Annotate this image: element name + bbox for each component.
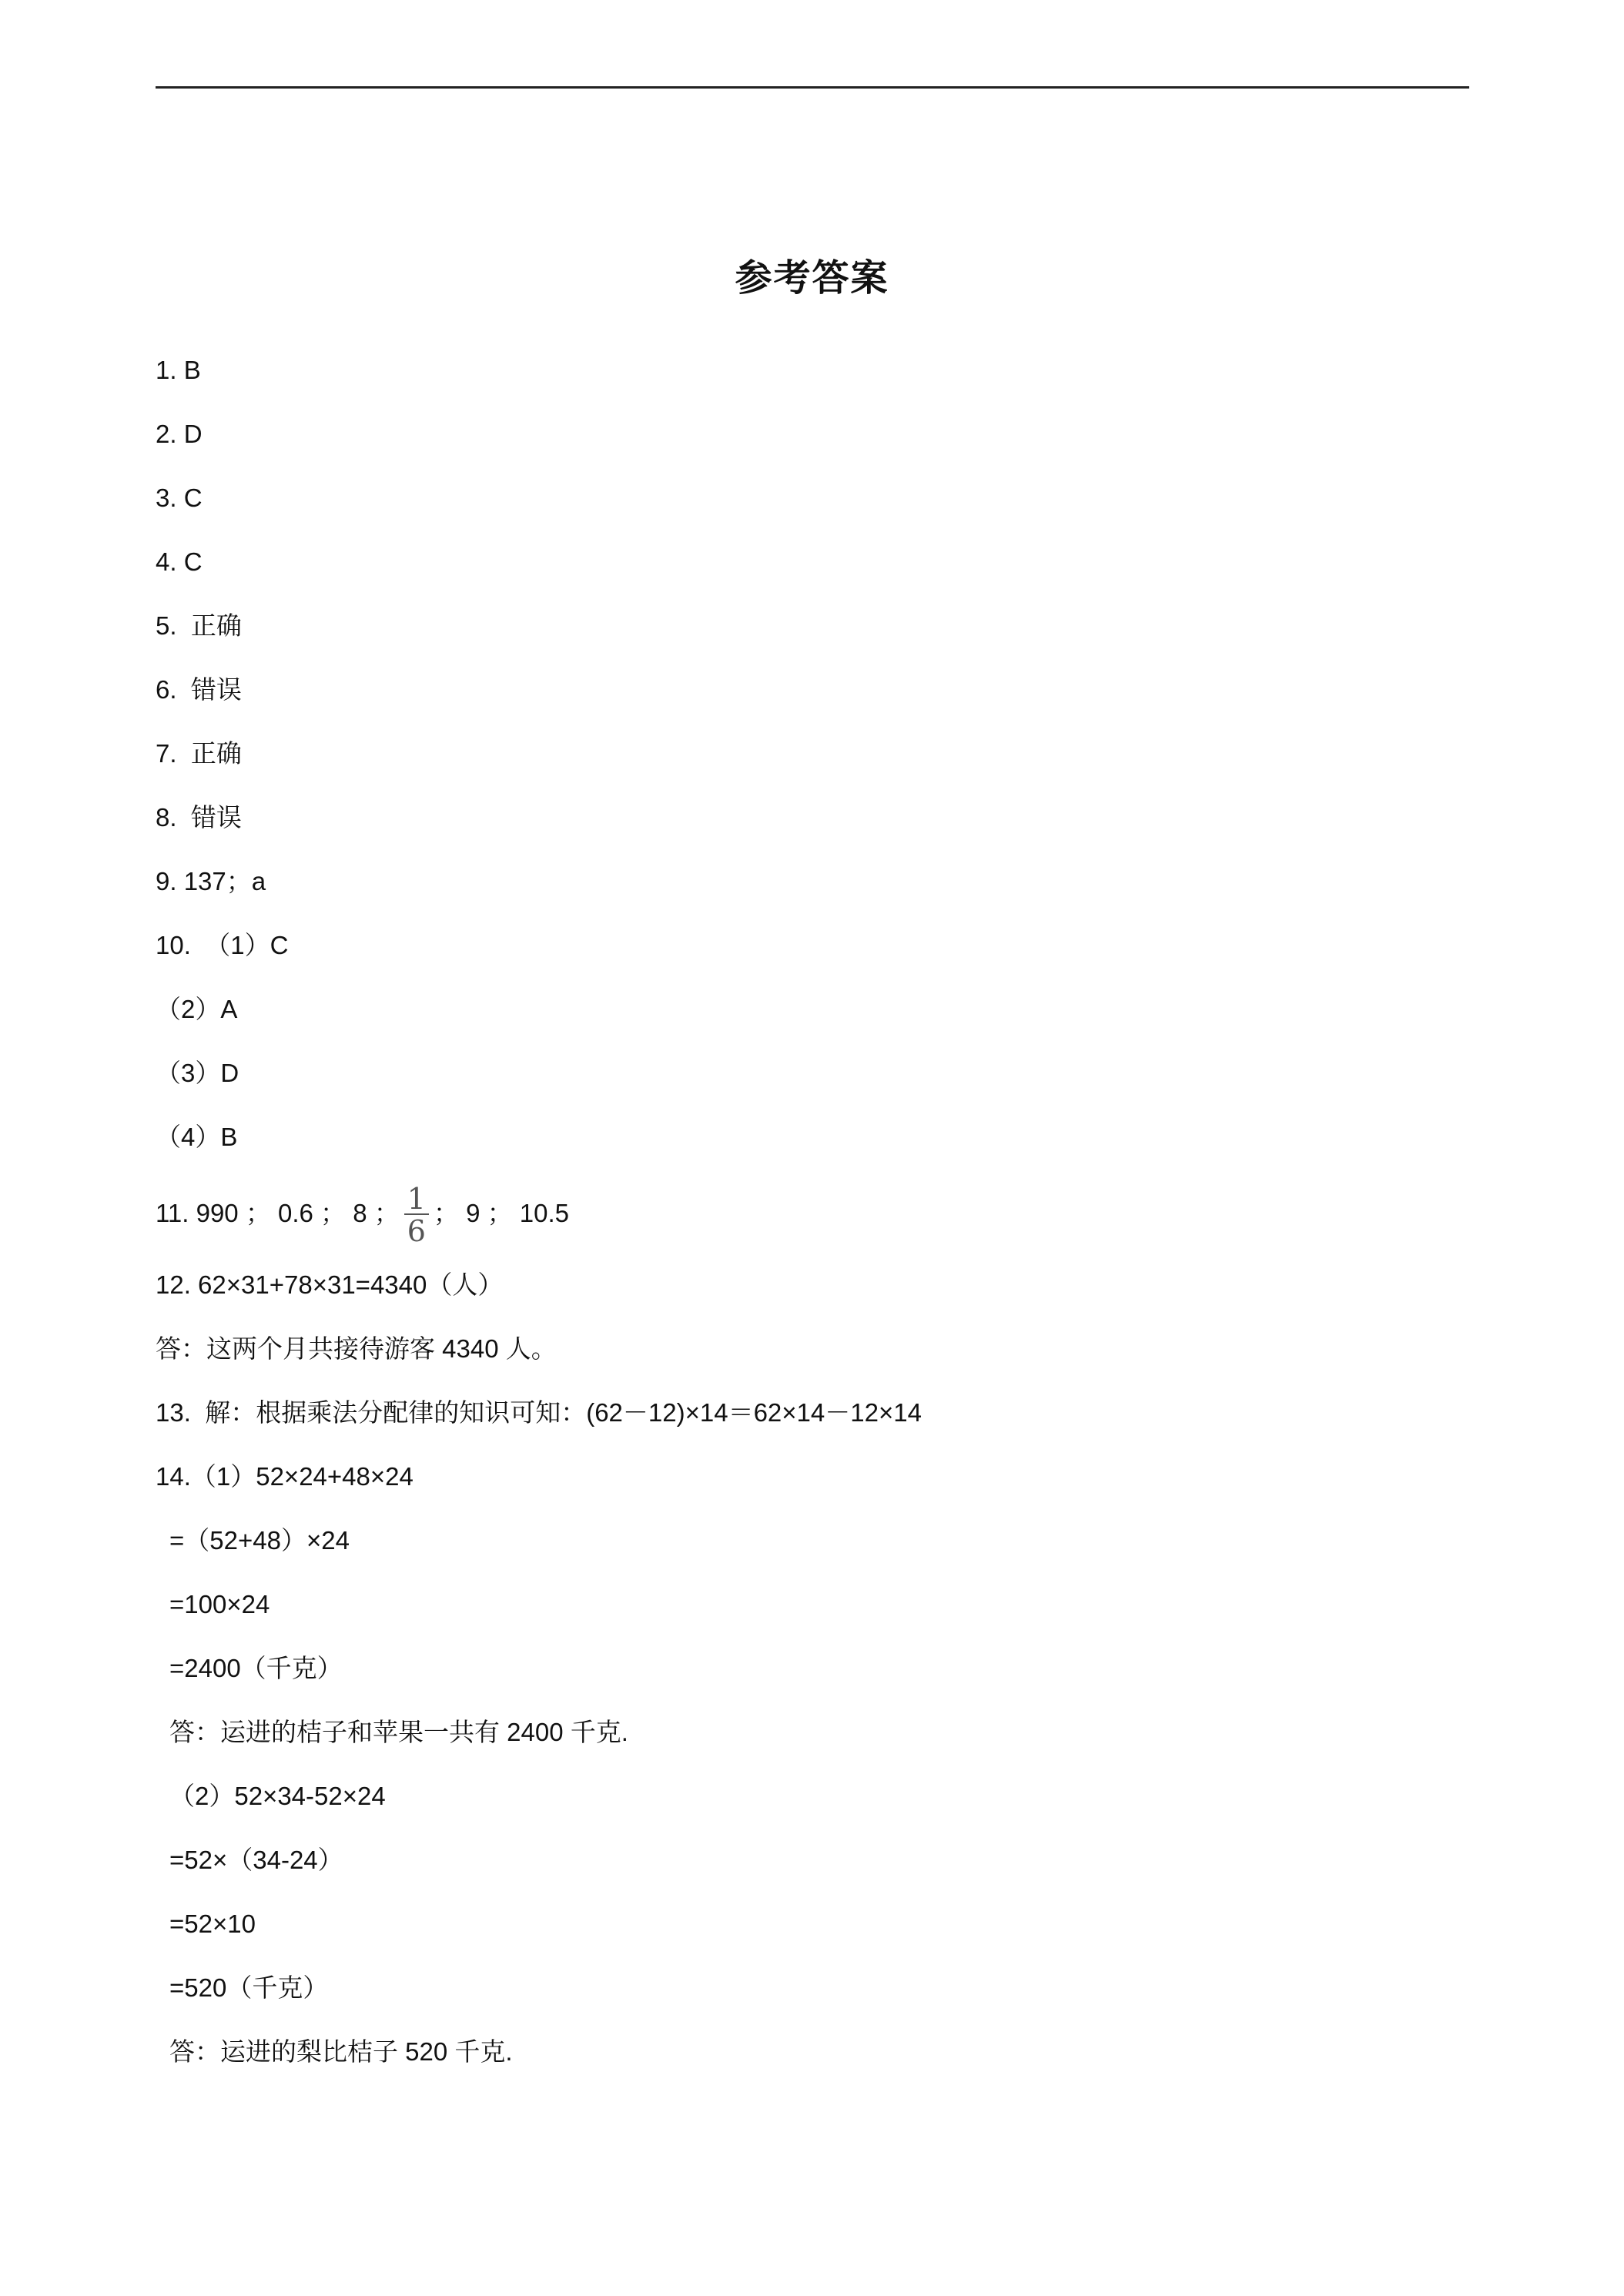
answer-14-part-1-conclusion: 答：运进的桔子和苹果一共有 2400 千克.	[169, 1718, 628, 1746]
answer-11-values: 11. 990 ； 0.6 ； 8 ；	[156, 1199, 400, 1227]
fraction-numerator: 1	[404, 1184, 429, 1215]
answer-13: 13. 解：根据乘法分配律的知识可知：(62－12)×14＝62×14－12×14	[156, 1398, 922, 1427]
answer-1: 1. B	[156, 356, 201, 384]
answer-14-part-2-step-1: =52×（34-24）	[169, 1846, 343, 1874]
answer-7: 7. 正确	[156, 739, 242, 768]
answer-2: 2. D	[156, 420, 203, 448]
answer-8: 8. 错误	[156, 803, 242, 832]
answer-10-part-2: （2）A	[156, 995, 238, 1023]
answer-10-part-3: （3）D	[156, 1059, 239, 1087]
answer-14-part-1-step-3: =2400（千克）	[169, 1654, 343, 1682]
fraction	[404, 1182, 429, 1249]
answer-14-part-2-step-2: =52×10	[169, 1909, 256, 1938]
answer-11-values-end: ； 9 ； 10.5	[433, 1199, 570, 1227]
answer-10-part-4: （4）B	[156, 1123, 238, 1151]
answer-14-part-2: （2）52×34-52×24	[169, 1782, 386, 1810]
answer-14-part-2-step-3: =520（千克）	[169, 1973, 329, 2002]
answer-14-part-1: 14.（1）52×24+48×24	[156, 1462, 414, 1491]
answer-11	[156, 1176, 569, 1250]
fraction-denominator: 6	[407, 1214, 426, 1249]
answer-10: 10. （1）C	[156, 931, 289, 959]
answer-3: 3. C	[156, 484, 203, 512]
answer-9: 9. 137；a	[156, 867, 266, 895]
answer-5: 5. 正确	[156, 611, 242, 640]
answer-14-part-1-step-1: =（52+48）×24	[169, 1526, 350, 1555]
answer-6: 6. 错误	[156, 675, 242, 704]
answer-14-part-1-step-2: =100×24	[169, 1590, 270, 1618]
header-rule	[156, 86, 1469, 89]
answer-14-part-2-conclusion: 答：运进的梨比桔子 520 千克.	[169, 2037, 513, 2066]
answer-4: 4. C	[156, 547, 203, 576]
answer-12: 12. 62×31+78×31=4340（人）	[156, 1270, 504, 1299]
page-title: 参考答案	[735, 258, 889, 299]
answer-12-conclusion: 答：这两个月共接待游客 4340 人。	[156, 1334, 557, 1363]
